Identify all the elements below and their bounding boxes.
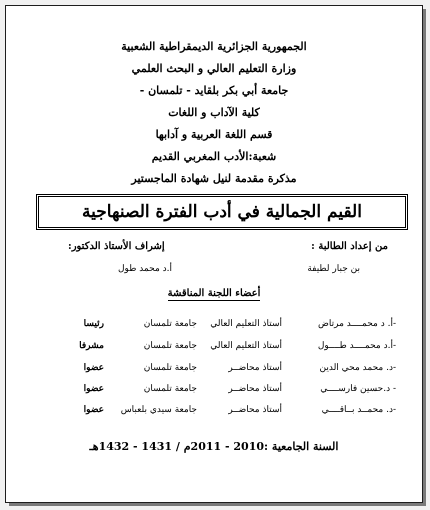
committee-row <box>6 341 422 357</box>
member-role: عضوا <box>83 405 104 415</box>
page-shadow-right <box>423 9 426 505</box>
institution-header <box>6 36 422 190</box>
student-label: من إعداد الطالبة : <box>311 241 388 252</box>
committee-row <box>6 319 422 335</box>
member-university: جامعة تلمسان <box>143 384 197 394</box>
header-line-university: جامعة أبي بكر بلقايد - تلمسان - <box>139 84 289 97</box>
committee-row <box>6 363 422 379</box>
member-role: عضوا <box>83 363 104 373</box>
page-shadow-bottom <box>9 503 426 506</box>
member-name: -د. محمــد بــاقــــي <box>321 405 396 415</box>
member-role: رئيسا <box>83 319 104 329</box>
committee-row <box>6 405 422 421</box>
member-university: جامعة تلمسان <box>143 341 197 351</box>
header-line-department: قسم اللغة العربية و آدابها <box>155 128 273 141</box>
header-line-thesis: مذكرة مقدمة لنيل شهادة الماجستير <box>131 172 297 185</box>
header-line-republic: الجمهورية الجزائرية الديمقراطية الشعبية <box>121 40 307 53</box>
academic-year: السنة الجامعية :2010 - 2011م / 1431 - 1432هـ <box>89 440 339 453</box>
member-role: مشرفا <box>79 341 104 351</box>
member-name: -د. محمد محي الدين <box>319 363 396 373</box>
member-rank: أستاذ محاضــر <box>228 363 282 373</box>
thesis-title: القيم الجمالية في أدب الفترة الصنهاجية <box>82 202 362 222</box>
committee-heading <box>6 288 422 299</box>
member-university: جامعة تلمسان <box>143 363 197 373</box>
header-line-ministry: وزارة التعليم العالي و البحث العلمي <box>131 62 297 75</box>
header-line-faculty: كلية الآداب و اللغات <box>168 106 260 119</box>
member-role: عضوا <box>83 384 104 394</box>
header-line-branch: شعبة:الأدب المغربي القديم <box>151 150 277 163</box>
document-page <box>5 5 423 503</box>
member-university: جامعة سيدي بلعباس <box>120 405 197 415</box>
committee-title: أعضاء اللجنة المناقشة <box>167 288 261 299</box>
supervisor-label: إشراف الأستاذ الدكتور: <box>68 241 165 252</box>
member-university: جامعة تلمسان <box>143 319 197 329</box>
committee-row <box>6 384 422 400</box>
member-rank: أستاذ محاضــر <box>228 384 282 394</box>
member-rank: أستاذ التعليم العالي <box>210 341 282 351</box>
member-rank: أستاذ التعليم العالي <box>210 319 282 329</box>
member-rank: أستاذ محاضــر <box>228 405 282 415</box>
member-name: -أ.د محمــــد طــــول <box>317 341 396 351</box>
student-name: بن جبار لطيفة <box>307 264 360 274</box>
supervisor-name: أ.د محمد طول <box>118 264 172 274</box>
member-name: - د.حسين فارســــي <box>320 384 396 394</box>
member-name: -أ. د محمــــد مرتاض <box>317 319 396 329</box>
thesis-title-box <box>36 194 408 230</box>
